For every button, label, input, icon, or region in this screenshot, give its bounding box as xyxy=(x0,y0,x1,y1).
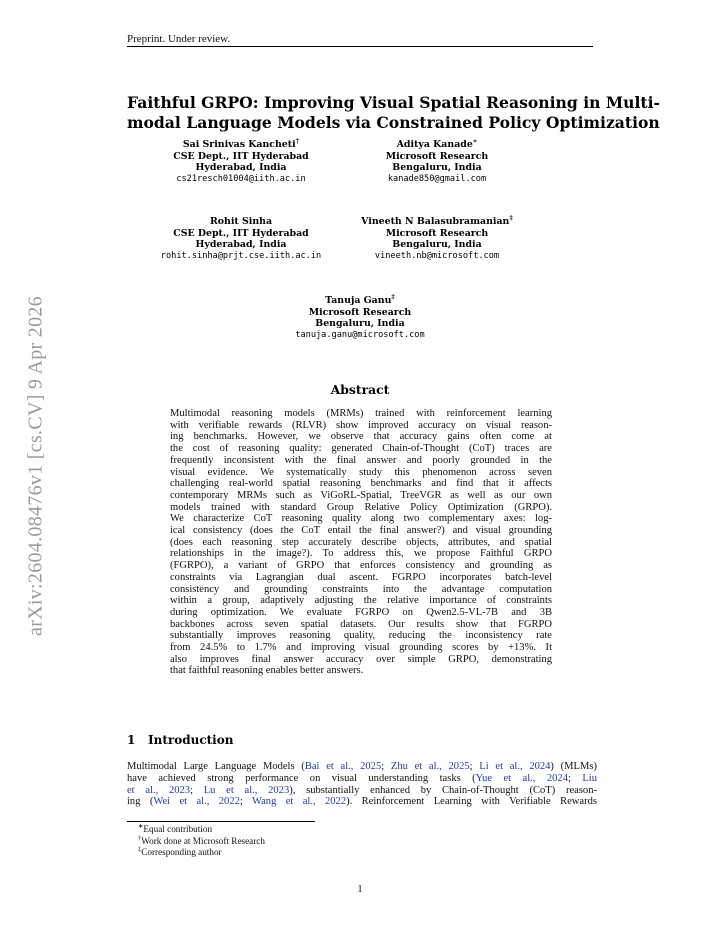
author-location: Hyderabad, India xyxy=(195,239,287,251)
abstract-line: ing benchmarks. However, we observe that accuracy gains often come at xyxy=(170,431,552,443)
author-email[interactable]: tanuja.ganu@microsoft.com xyxy=(295,329,425,340)
page-number: 1 xyxy=(357,884,363,895)
running-header: Preprint. Under review. xyxy=(127,33,231,45)
abstract-line: backbones across seven spatial datasets. Our results show that FGRPO xyxy=(170,618,552,630)
abstract-line: Multimodal reasoning models (MRMs) trained with reinforcement learning xyxy=(170,408,552,419)
abstract-line: challenging real-world spatial reasoning benchmarks and find that it affects xyxy=(170,478,552,490)
section-number: 1 xyxy=(127,733,136,747)
footnote-mark: † xyxy=(138,834,142,842)
author-affiliation: CSE Dept., IIT Hyderabad xyxy=(173,150,309,162)
author-name: Rohit Sinha xyxy=(209,216,273,227)
author-affiliation: Microsoft Research xyxy=(385,227,489,239)
intro-paragraph xyxy=(127,761,597,808)
citation-link[interactable]: Yue et al., 2024 xyxy=(475,772,568,784)
abstract-line: with verifiable rewards (RLVR) show improved accuracy on visual reason- xyxy=(170,419,552,431)
author-email[interactable]: vineeth.nb@microsoft.com xyxy=(374,250,500,261)
abstract-line: frequently inconsistent with the final answer and poorly grounded in the xyxy=(170,454,552,466)
abstract-heading: Abstract xyxy=(330,382,390,397)
author-location: Hyderabad, India xyxy=(195,162,287,174)
footnote: ‡Corresponding author xyxy=(138,846,222,858)
author-name: Aditya Kanade∗ xyxy=(396,136,478,150)
title-line: Faithful GRPO: Improving Visual Spatial Reasoning in Multi- xyxy=(127,93,661,112)
author-location: Bengaluru, India xyxy=(392,162,482,174)
abstract-line: (does each reasoning step accurately describe objects, attributes, and spatial xyxy=(170,536,552,548)
citation-link[interactable]: Wang et al., 2022 xyxy=(252,796,347,808)
abstract-line: relationships in the image?). To address this, we propose Faithful GRPO xyxy=(170,548,552,560)
arxiv-id-text: arXiv:2604.08476v1 [cs.CV] 9 Apr 2026 xyxy=(24,296,47,636)
citation-link[interactable]: et al., 2023 xyxy=(127,784,191,796)
citation-link[interactable]: Li et al., 2024 xyxy=(479,761,551,772)
citation-link[interactable]: Lu et al., 2023 xyxy=(203,784,290,796)
abstract-line: (FGRPO), a variant of GRPO that enforces consistency and grounding as xyxy=(170,560,552,572)
intro-line: Multimodal Large Language Models (Bai et al., 2025; Zhu et al., 2025; Li et al., 2024) (MLMs) xyxy=(127,761,597,772)
citation-link[interactable]: Liu xyxy=(582,772,597,784)
author-name: Sai Srinivas Kancheti† xyxy=(182,136,300,150)
abstract-line: ical consistency (does the CoT entail the final answer?) and visual grounding xyxy=(170,525,552,537)
citation-link[interactable]: Wei et al., 2022 xyxy=(153,796,240,808)
footnote-mark: ∗ xyxy=(138,822,144,830)
author-block xyxy=(357,136,517,185)
abstract-line: constraints via Lagrangian dual ascent. FGRPO incorporates batch-level xyxy=(170,571,552,583)
abstract-line: models trained with standard Group Relative Policy Optimization (GRPO). xyxy=(170,501,552,513)
author-affiliation: Microsoft Research xyxy=(308,306,412,318)
footnote-mark: ‡ xyxy=(138,846,142,854)
author-location: Bengaluru, India xyxy=(392,239,482,251)
abstract-line: also improves final answer accuracy over simple GRPO, demonstrating xyxy=(170,653,552,665)
abstract-line: contemporary MRMs such as ViGoRL-Spatial, TreeVGR as well as our own xyxy=(170,489,552,501)
author-mark: ‡ xyxy=(391,292,395,301)
author-mark: ∗ xyxy=(472,136,478,145)
footnotes xyxy=(138,824,265,859)
author-name: Tanuja Ganu‡ xyxy=(325,292,395,306)
author-affiliation: CSE Dept., IIT Hyderabad xyxy=(173,227,309,239)
abstract-line: visual evidence. We systematically study this phenomenon across seven xyxy=(170,466,552,478)
author-affiliation: Microsoft Research xyxy=(385,150,489,162)
abstract-line: that faithful reasoning enables better answers. xyxy=(170,665,364,677)
author-block xyxy=(141,216,341,262)
section-heading-introduction xyxy=(127,733,233,747)
footnote: ∗Equal contribution xyxy=(138,822,213,834)
author-name: Vineeth N Balasubramanian‡ xyxy=(361,213,513,227)
author-block xyxy=(347,213,527,262)
abstract-line: the cost of reasoning quality: generated Chain-of-Thought (CoT) traces are xyxy=(170,443,552,455)
author-block xyxy=(250,292,470,341)
author-mark: † xyxy=(295,136,300,145)
intro-line: et al., 2023; Lu et al., 2023), substantially enhanced by Chain-of-Thought (CoT) reason- xyxy=(127,784,597,796)
abstract-line: within a group, adaptively adjusting the relative importance of constraints xyxy=(170,595,552,607)
abstract-body xyxy=(170,408,552,677)
intro-line: ing (Wei et al., 2022; Wang et al., 2022). Reinforcement Learning with Verifiable Rewards xyxy=(127,796,597,808)
author-email[interactable]: rohit.sinha@prjt.cse.iith.ac.in xyxy=(160,250,322,261)
abstract-line: We characterize CoT reasoning quality along two complementary axes: log- xyxy=(170,513,552,525)
abstract-line: substantially improves reasoning quality, reducing the inconsistency rate xyxy=(170,630,552,642)
section-title: Introduction xyxy=(148,733,234,747)
abstract-line: during optimization. We evaluate FGRPO on Qwen2.5-VL-7B and 3B xyxy=(170,606,552,618)
footnote: †Work done at Microsoft Research xyxy=(138,834,265,846)
citation-link[interactable]: Bai et al., 2025 xyxy=(304,761,382,772)
header-rule xyxy=(127,46,593,47)
footnote-rule xyxy=(127,821,315,822)
author-mark: ‡ xyxy=(509,213,513,222)
abstract-line: consistency and grounding constraints into the advantage computation xyxy=(170,583,552,595)
author-block xyxy=(161,136,321,185)
paper-title xyxy=(127,93,661,133)
intro-line: have achieved strong performance on visual understanding tasks (Yue et al., 2024; Liu xyxy=(127,772,597,784)
title-line: modal Language Models via Constrained Policy Optimization xyxy=(127,113,660,132)
author-email[interactable]: kanade850@gmail.com xyxy=(387,173,487,184)
author-email[interactable]: cs21resch01004@iith.ac.in xyxy=(176,173,306,184)
citation-link[interactable]: Zhu et al., 2025 xyxy=(390,761,470,772)
abstract-line: from 24.5% to 1.7% and improving visual grounding scores by +13%. It xyxy=(170,642,552,654)
author-location: Bengaluru, India xyxy=(315,318,405,330)
